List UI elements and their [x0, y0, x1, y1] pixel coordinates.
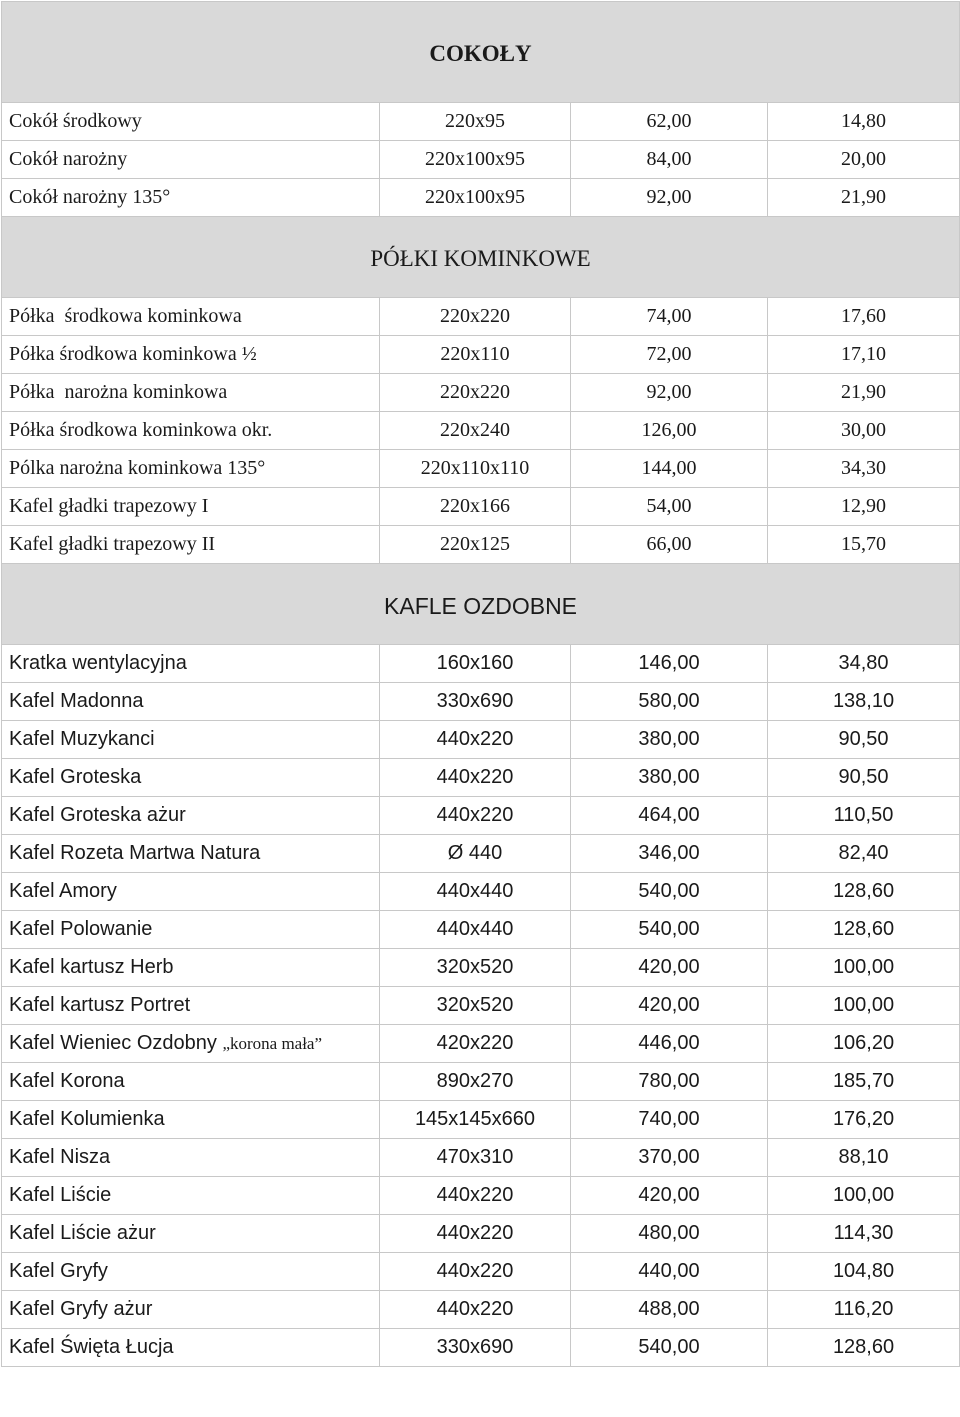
table-row: [2, 450, 960, 488]
product-value: 21,90: [768, 179, 960, 217]
product-dimensions: 330x690: [380, 1329, 571, 1367]
product-value: 14,80: [768, 103, 960, 141]
product-name: Kafel Kolumienka: [2, 1101, 380, 1139]
product-name: Kafel Nisza: [2, 1139, 380, 1177]
product-name: Kafel kartusz Portret: [2, 987, 380, 1025]
product-price: 380,00: [571, 759, 768, 797]
product-dimensions: 220x110: [380, 336, 571, 374]
product-price: 62,00: [571, 103, 768, 141]
product-price: 420,00: [571, 1177, 768, 1215]
product-value: 100,00: [768, 949, 960, 987]
product-dimensions: Ø 440: [380, 835, 571, 873]
product-price: 420,00: [571, 987, 768, 1025]
product-name: Kafel kartusz Herb: [2, 949, 380, 987]
product-value: 185,70: [768, 1063, 960, 1101]
product-name: Kafel Liście: [2, 1177, 380, 1215]
product-name: Kafel gładki trapezowy I: [2, 488, 380, 526]
table-row: [2, 797, 960, 835]
product-value: 114,30: [768, 1215, 960, 1253]
table-row: [2, 488, 960, 526]
table-row: [2, 1329, 960, 1367]
product-value: 128,60: [768, 1329, 960, 1367]
product-dimensions: 440x220: [380, 1291, 571, 1329]
product-value: 30,00: [768, 412, 960, 450]
product-dimensions: 440x220: [380, 721, 571, 759]
table-row: [2, 179, 960, 217]
table-row: [2, 1215, 960, 1253]
table-row: [2, 987, 960, 1025]
product-dimensions: 220x95: [380, 103, 571, 141]
section-header-polki-kominkowe: [2, 217, 960, 298]
product-name: Półka narożna kominkowa: [2, 374, 380, 412]
table-row: [2, 1253, 960, 1291]
product-value: 17,10: [768, 336, 960, 374]
product-value: 20,00: [768, 141, 960, 179]
product-price: 346,00: [571, 835, 768, 873]
table-row: [2, 412, 960, 450]
product-dimensions: 220x100x95: [380, 141, 571, 179]
product-price: 540,00: [571, 1329, 768, 1367]
product-name: Kafel Muzykanci: [2, 721, 380, 759]
product-value: 34,30: [768, 450, 960, 488]
product-name: Pólka narożna kominkowa 135°: [2, 450, 380, 488]
product-value: 12,90: [768, 488, 960, 526]
product-dimensions: 440x440: [380, 873, 571, 911]
table-row: [2, 1063, 960, 1101]
product-price: 84,00: [571, 141, 768, 179]
product-price: 480,00: [571, 1215, 768, 1253]
product-price: 440,00: [571, 1253, 768, 1291]
product-name: Kafel Groteska: [2, 759, 380, 797]
product-value: 90,50: [768, 721, 960, 759]
product-dimensions: 220x125: [380, 526, 571, 564]
table-row: [2, 759, 960, 797]
product-dimensions: 440x220: [380, 1215, 571, 1253]
product-dimensions: 440x440: [380, 911, 571, 949]
price-table: [1, 1, 960, 1367]
section-title: KAFLE OZDOBNE: [2, 564, 960, 645]
product-name: Cokół narożny 135°: [2, 179, 380, 217]
product-value: 176,20: [768, 1101, 960, 1139]
product-name: Kafel Gryfy: [2, 1253, 380, 1291]
table-row: [2, 298, 960, 336]
product-name: Kafel Rozeta Martwa Natura: [2, 835, 380, 873]
product-price: 370,00: [571, 1139, 768, 1177]
product-value: 138,10: [768, 683, 960, 721]
product-price: 464,00: [571, 797, 768, 835]
product-price: 92,00: [571, 374, 768, 412]
table-row: [2, 911, 960, 949]
product-dimensions: 220x220: [380, 298, 571, 336]
product-name: Półka środkowa kominkowa okr.: [2, 412, 380, 450]
product-dimensions: 440x220: [380, 1177, 571, 1215]
product-name: Kratka wentylacyjna: [2, 645, 380, 683]
product-name: Półka środkowa kominkowa: [2, 298, 380, 336]
product-value: 110,50: [768, 797, 960, 835]
product-dimensions: 440x220: [380, 759, 571, 797]
product-name-cell: [2, 1025, 380, 1063]
product-value: 116,20: [768, 1291, 960, 1329]
product-dimensions: 470x310: [380, 1139, 571, 1177]
table-row: [2, 103, 960, 141]
product-price: 54,00: [571, 488, 768, 526]
product-name: Półka środkowa kominkowa ½: [2, 336, 380, 374]
product-price: 488,00: [571, 1291, 768, 1329]
product-price: 580,00: [571, 683, 768, 721]
product-value: 90,50: [768, 759, 960, 797]
product-dimensions: 320x520: [380, 949, 571, 987]
product-dimensions: 440x220: [380, 1253, 571, 1291]
product-dimensions: 330x690: [380, 683, 571, 721]
product-dimensions: 440x220: [380, 797, 571, 835]
section-header-kafle-ozdobne: [2, 564, 960, 645]
table-row: [2, 835, 960, 873]
product-price: 66,00: [571, 526, 768, 564]
product-price: 740,00: [571, 1101, 768, 1139]
section-header-cokoly: [2, 2, 960, 103]
product-dimensions: 220x110x110: [380, 450, 571, 488]
product-name: Cokół narożny: [2, 141, 380, 179]
product-name: Kafel Groteska ażur: [2, 797, 380, 835]
product-price: 144,00: [571, 450, 768, 488]
product-name: Kafel Korona: [2, 1063, 380, 1101]
product-value: 88,10: [768, 1139, 960, 1177]
section-title: PÓŁKI KOMINKOWE: [2, 217, 960, 298]
product-value: 34,80: [768, 645, 960, 683]
product-dimensions: 220x100x95: [380, 179, 571, 217]
product-name: Kafel Liście ażur: [2, 1215, 380, 1253]
product-value: 104,80: [768, 1253, 960, 1291]
table-row: [2, 1025, 960, 1063]
product-name-suffix: „korona mała”: [222, 1034, 323, 1053]
product-dimensions: 320x520: [380, 987, 571, 1025]
product-name: Kafel Wieniec Ozdobny: [9, 1032, 223, 1054]
table-row: [2, 1291, 960, 1329]
product-value: 21,90: [768, 374, 960, 412]
product-price: 540,00: [571, 873, 768, 911]
product-price: 420,00: [571, 949, 768, 987]
product-name: Kafel gładki trapezowy II: [2, 526, 380, 564]
product-value: 128,60: [768, 911, 960, 949]
product-dimensions: 890x270: [380, 1063, 571, 1101]
product-dimensions: 160x160: [380, 645, 571, 683]
product-value: 82,40: [768, 835, 960, 873]
product-name: Kafel Gryfy ażur: [2, 1291, 380, 1329]
product-dimensions: 220x220: [380, 374, 571, 412]
product-dimensions: 220x166: [380, 488, 571, 526]
product-name: Kafel Polowanie: [2, 911, 380, 949]
product-price: 780,00: [571, 1063, 768, 1101]
section-title: COKOŁY: [2, 2, 960, 103]
product-dimensions: 145x145x660: [380, 1101, 571, 1139]
product-price: 72,00: [571, 336, 768, 374]
product-value: 17,60: [768, 298, 960, 336]
product-name: Kafel Święta Łucja: [2, 1329, 380, 1367]
product-price: 380,00: [571, 721, 768, 759]
product-value: 15,70: [768, 526, 960, 564]
product-price: 446,00: [571, 1025, 768, 1063]
product-dimensions: 220x240: [380, 412, 571, 450]
table-row: [2, 141, 960, 179]
product-value: 100,00: [768, 987, 960, 1025]
table-row: [2, 645, 960, 683]
product-price: 540,00: [571, 911, 768, 949]
product-name: Cokół środkowy: [2, 103, 380, 141]
table-row: [2, 1177, 960, 1215]
product-value: 106,20: [768, 1025, 960, 1063]
table-row: [2, 721, 960, 759]
table-row: [2, 873, 960, 911]
table-row: [2, 1139, 960, 1177]
product-price: 146,00: [571, 645, 768, 683]
product-value: 128,60: [768, 873, 960, 911]
product-name: Kafel Amory: [2, 873, 380, 911]
product-dimensions: 420x220: [380, 1025, 571, 1063]
table-row: [2, 1101, 960, 1139]
product-name: Kafel Madonna: [2, 683, 380, 721]
product-price: 126,00: [571, 412, 768, 450]
table-row: [2, 949, 960, 987]
product-price: 74,00: [571, 298, 768, 336]
table-row: [2, 374, 960, 412]
table-row: [2, 683, 960, 721]
table-row: [2, 526, 960, 564]
product-value: 100,00: [768, 1177, 960, 1215]
table-row: [2, 336, 960, 374]
product-price: 92,00: [571, 179, 768, 217]
